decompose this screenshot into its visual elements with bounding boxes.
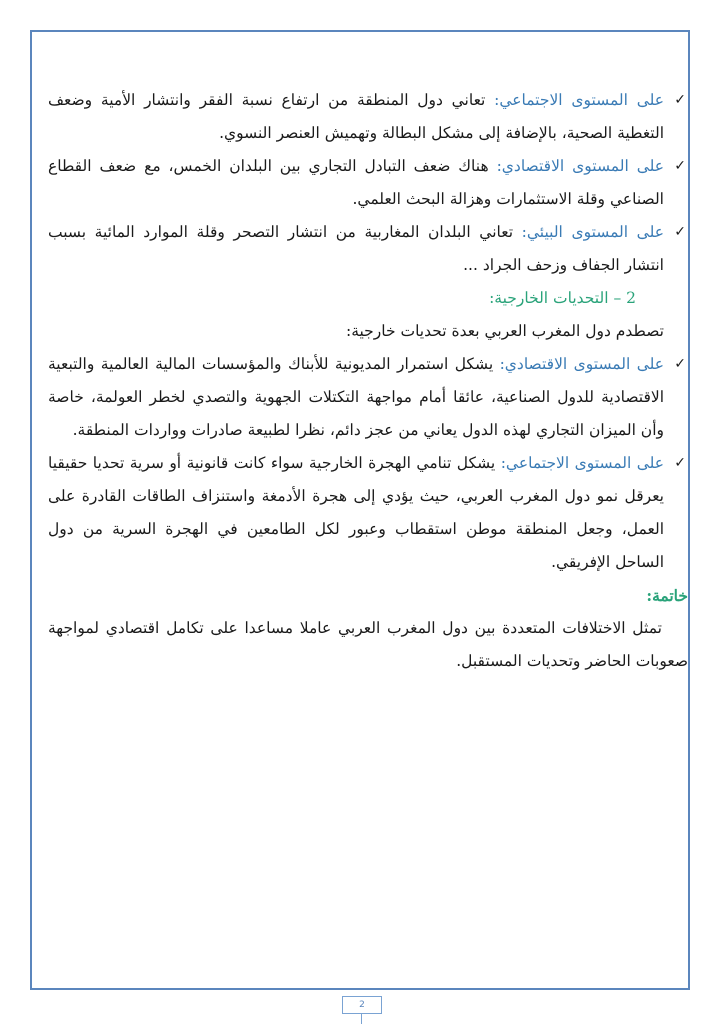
item-text: هناك ضعف التبادل التجاري بين البلدان الخمس، مع ضعف القطاع الصناعي وقلة الاستثمارات وهزالة البحث العلمي.: [48, 157, 664, 208]
checkmark-icon: ✓: [674, 92, 686, 108]
section-intro: تصطدم دول المغرب العربي بعدة تحديات خارجية:: [345, 322, 664, 340]
list-item-domestic-environmental: [48, 216, 686, 282]
item-text: تعاني البلدان المغاربية من انتشار التصحر وقلة الموارد المائية بسبب انتشار الجفاف وزحف الجراد ...: [48, 223, 664, 274]
item-text: تعاني دول المنطقة من ارتفاع نسبة الفقر وانتشار الأمية وضعف التغطية الصحية، بالإضافة إلى مشكل البطالة وتهميش العنصر النسوي.: [48, 91, 664, 142]
item-text: يشكل استمرار المديونية للأبناك والمؤسسات المالية العالمية والتبعية الاقتصادية للدول الصناعية، عائقا أمام مواجهة التكتلات الجهوية والتصدي لخطر العولمة، خاصة وأن الميزان التجاري لهذه الدول يعاني من عجز دائم، نظرا لطبيعة صادرات وواردات المنطقة.: [48, 355, 664, 439]
item-label: على المستوى البيئي:: [521, 223, 664, 241]
list-item-external-social: [48, 447, 686, 579]
item-text: يشكل تنامي الهجرة الخارجية سواء كانت قانونية أو سرية تحديا حقيقيا يعرقل نمو دول المغرب العربي، حيث يؤدي إلى هجرة الأدمغة واستنزاف الطاقات القادرة على العمل، وجعل المنطقة موطن استقطاب وعبور لكل الطامعين في الهجرة السرية من دول الساحل الإفريقي.: [48, 454, 664, 571]
checkmark-icon: ✓: [674, 356, 686, 372]
item-label: على المستوى الاجتماعي:: [494, 91, 664, 109]
item-label: على المستوى الاجتماعي:: [500, 454, 665, 472]
checkmark-icon: ✓: [674, 455, 686, 471]
list-item-external-economic: [48, 348, 686, 447]
conclusion-heading: خاتمة:: [646, 586, 688, 605]
checkmark-icon: ✓: [674, 224, 686, 240]
section-heading-external-challenges: 2 – التحديات الخارجية:: [489, 289, 636, 307]
document-body: [48, 84, 688, 678]
checkmark-icon: ✓: [674, 158, 686, 174]
item-label: على المستوى الاقتصادي:: [499, 355, 664, 373]
list-item-domestic-economic: [48, 150, 686, 216]
page-number-divider: [361, 1014, 362, 1024]
page-number: 2: [342, 996, 382, 1014]
item-label: على المستوى الاقتصادي:: [496, 157, 664, 175]
list-item-domestic-social: [48, 84, 686, 150]
conclusion-paragraph: تمثل الاختلافات المتعددة بين دول المغرب العربي عاملا مساعدا على تكامل اقتصادي لمواجهة صعوبات الحاضر وتحديات المستقبل.: [48, 619, 688, 670]
